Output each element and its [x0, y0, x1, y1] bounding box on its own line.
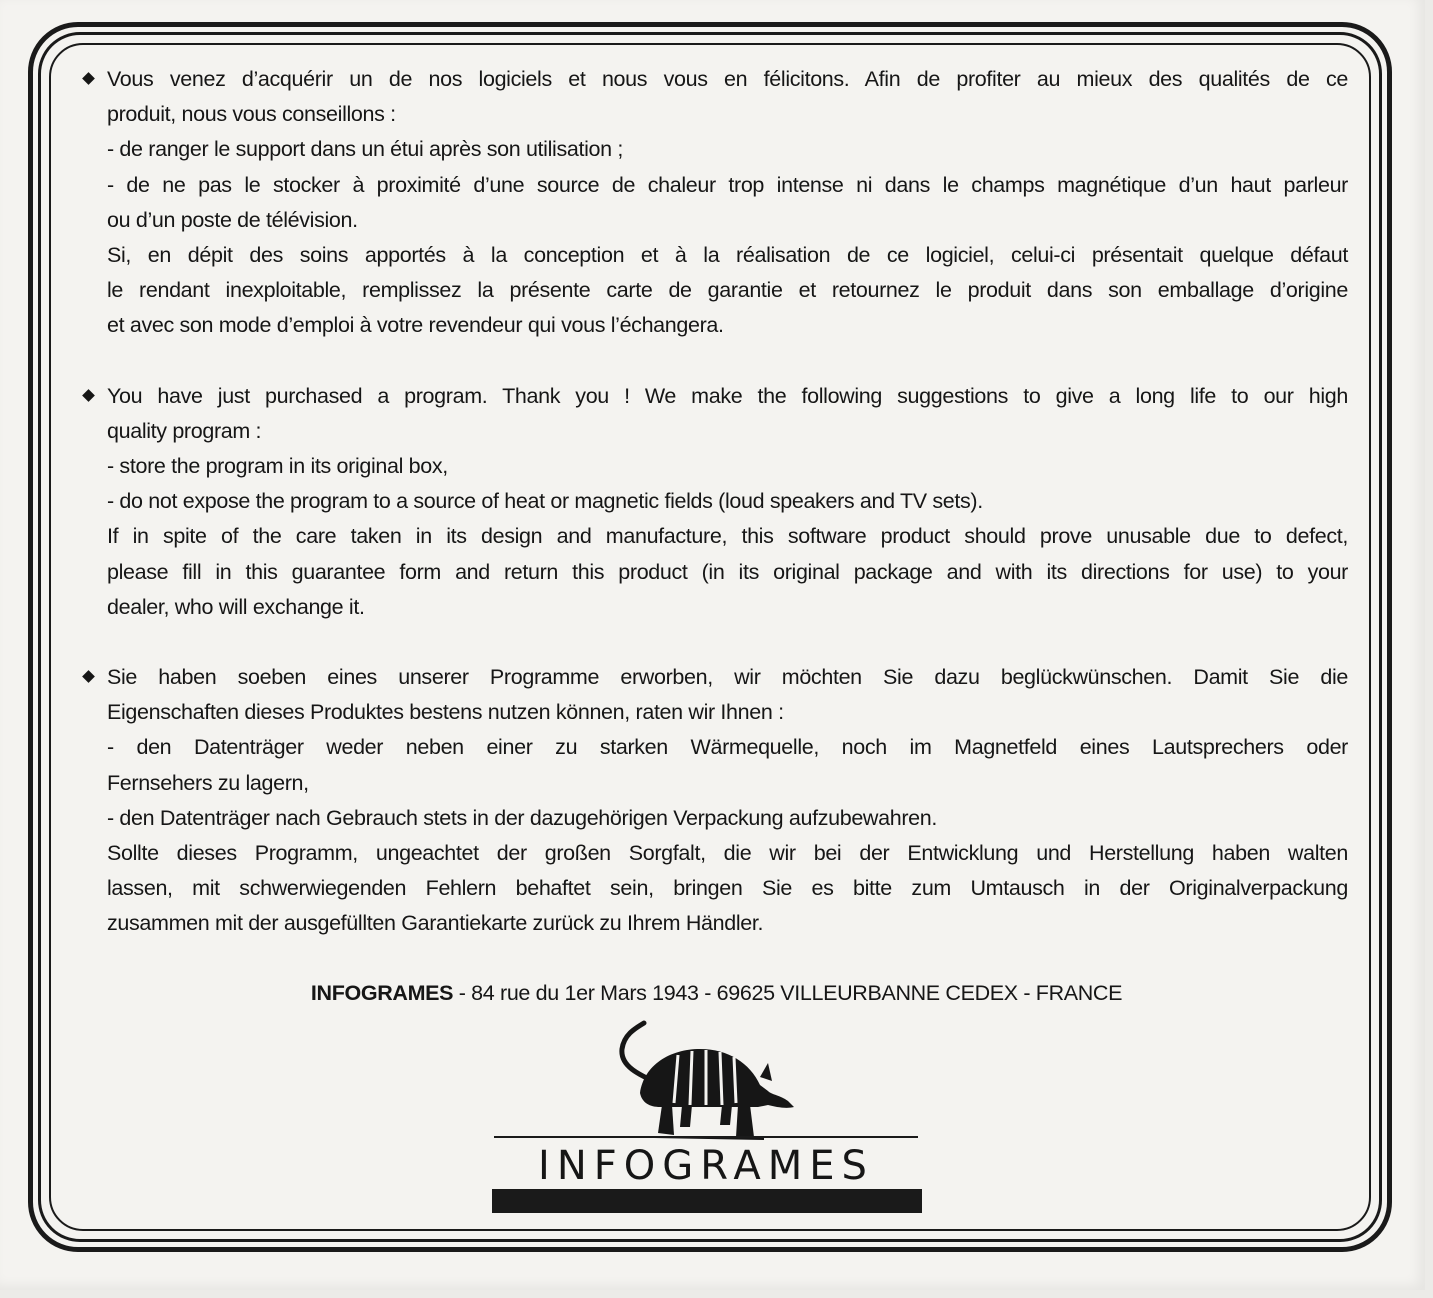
logo-rule	[494, 1136, 918, 1138]
text-line: Sie haben soeben eines unserer Programme erworben, wir möchten Sie dazu beglückwünschen. Damit Sie die	[107, 665, 1348, 690]
text-line: zusammen mit der ausgefüllten Garantiekarte zurück zu Ihrem Händler.	[107, 911, 764, 936]
text-line: quality program :	[107, 418, 262, 443]
text-line: Eigenschaften dieses Produktes bestens nutzen können, raten wir Ihnen :	[107, 700, 784, 725]
text-line: please fill in this guarantee form and return this product (in its original package and with its directions for use) to your	[107, 559, 1348, 584]
text-line: Si, en dépit des soins apportés à la conception et à la réalisation de ce logiciel, celui-ci présentait quelque défaut	[107, 243, 1348, 268]
text-line: If in spite of the care taken in its design and manufacture, this software product should prove unusable due to defect,	[107, 524, 1348, 549]
section-english	[84, 379, 1348, 625]
text-line: - do not expose the program to a source of heat or magnetic fields (loud speakers and TV sets).	[107, 489, 983, 514]
diamond-bullet-icon	[82, 72, 95, 85]
text-line: You have just purchased a program. Thank you ! We make the following suggestions to give a long life to our high	[107, 383, 1348, 408]
text-line: - den Datenträger nach Gebrauch stets in der dazugehörigen Verpackung aufzubewahren.	[107, 805, 937, 830]
text-line: ou d’un poste de télévision.	[107, 207, 358, 232]
text-line: - de ranger le support dans un étui après son utilisation ;	[107, 137, 623, 162]
logo-wordmark: INFOGRAMES	[538, 1143, 874, 1189]
text-line: dealer, who will exchange it.	[107, 594, 365, 619]
address-brand: INFOGRAMES	[310, 981, 454, 1005]
text-line: produit, nous vous conseillons :	[107, 102, 396, 127]
logo-bar	[492, 1189, 922, 1213]
section-french	[84, 62, 1348, 344]
text-line: lassen, mit schwerwiegenden Fehlern behaftet sein, bringen Sie es bitte zum Umtausch in der Originalverpackung	[107, 876, 1348, 901]
section-german	[84, 660, 1348, 942]
text-line: et avec son mode d’emploi à votre revendeur qui vous l’échangera.	[107, 313, 724, 338]
armadillo-icon	[600, 1015, 800, 1143]
text-line: Vous venez d’acquérir un de nos logiciels et nous vous en félicitons. Afin de profiter au mieux des qualités de ce	[107, 67, 1348, 91]
infogrames-logo	[490, 1015, 922, 1215]
text-line: Fernsehers zu lagern,	[107, 770, 309, 795]
text-line: Sollte dieses Programm, ungeachtet der großen Sorgfalt, die wir bei der Entwicklung und Herstellung haben walten	[107, 841, 1348, 866]
diamond-bullet-icon	[82, 389, 95, 402]
text-line: le rendant inexploitable, remplissez la présente carte de garantie et retournez le produit dans son emballage d’origine	[107, 278, 1348, 303]
text-line: - den Datenträger weder neben einer zu starken Wärmequelle, noch im Magnetfeld eines Lautsprechers oder	[107, 735, 1348, 760]
company-address	[0, 981, 1433, 1006]
warranty-text	[84, 62, 1348, 977]
diamond-bullet-icon	[82, 670, 95, 683]
text-line: - store the program in its original box,	[107, 454, 448, 479]
address-details: - 84 rue du 1er Mars 1943 - 69625 VILLEURBANNE CEDEX - FRANCE	[453, 981, 1123, 1005]
text-line: - de ne pas le stocker à proximité d’une source de chaleur trop intense ni dans le champs magnétique d’un haut parleur	[107, 172, 1348, 197]
